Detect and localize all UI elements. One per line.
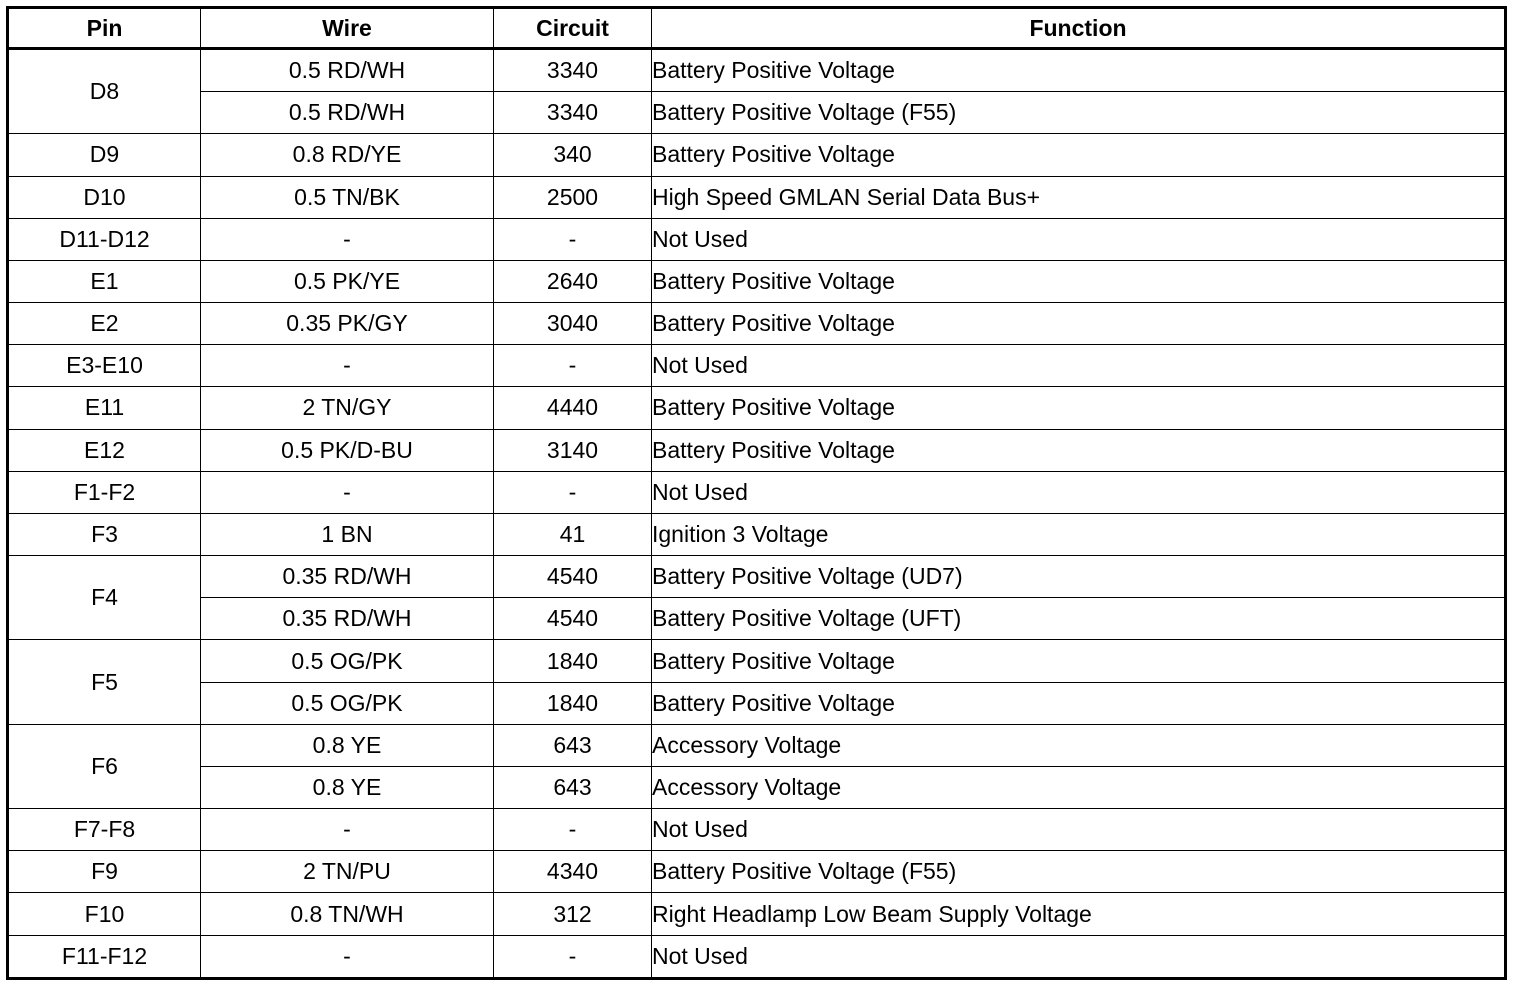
table-row xyxy=(8,429,1506,471)
function-column-header: Function xyxy=(652,8,1506,49)
circuit-cell: - xyxy=(494,809,652,851)
function-cell: Battery Positive Voltage xyxy=(652,640,1506,682)
pin-cell: E11 xyxy=(8,387,201,429)
function-cell: Battery Positive Voltage (F55) xyxy=(652,851,1506,893)
wire-cell: 0.5 PK/D-BU xyxy=(201,429,494,471)
function-cell: Right Headlamp Low Beam Supply Voltage xyxy=(652,893,1506,935)
circuit-cell: - xyxy=(494,345,652,387)
circuit-cell: 2640 xyxy=(494,260,652,302)
pin-cell: F9 xyxy=(8,851,201,893)
pin-cell: F1-F2 xyxy=(8,471,201,513)
table-row xyxy=(8,766,1506,808)
circuit-cell: 4340 xyxy=(494,851,652,893)
pin-cell: F10 xyxy=(8,893,201,935)
table-row xyxy=(8,176,1506,218)
wire-cell: 1 BN xyxy=(201,513,494,555)
table-row xyxy=(8,92,1506,134)
function-cell: Not Used xyxy=(652,935,1506,978)
table-row xyxy=(8,471,1506,513)
pin-cell: F7-F8 xyxy=(8,809,201,851)
function-cell: Not Used xyxy=(652,345,1506,387)
function-cell: Battery Positive Voltage (UD7) xyxy=(652,556,1506,598)
table-row xyxy=(8,513,1506,555)
wire-cell: - xyxy=(201,218,494,260)
table-row xyxy=(8,387,1506,429)
circuit-cell: - xyxy=(494,935,652,978)
table-row xyxy=(8,851,1506,893)
table-row xyxy=(8,809,1506,851)
circuit-cell: 3140 xyxy=(494,429,652,471)
pin-cell: F6 xyxy=(8,724,201,808)
wire-cell: 0.5 RD/WH xyxy=(201,92,494,134)
pin-cell: F11-F12 xyxy=(8,935,201,978)
circuit-cell: 4540 xyxy=(494,598,652,640)
table-row xyxy=(8,556,1506,598)
circuit-cell: 4440 xyxy=(494,387,652,429)
table-row xyxy=(8,345,1506,387)
connector-pinout-table xyxy=(6,6,1507,980)
wire-cell: 0.5 OG/PK xyxy=(201,682,494,724)
wire-cell: 0.8 YE xyxy=(201,766,494,808)
wire-cell: 0.8 YE xyxy=(201,724,494,766)
table-row xyxy=(8,303,1506,345)
function-cell: Battery Positive Voltage xyxy=(652,134,1506,176)
wire-cell: 2 TN/GY xyxy=(201,387,494,429)
function-cell: Accessory Voltage xyxy=(652,724,1506,766)
table-body xyxy=(8,49,1506,979)
circuit-cell: 3340 xyxy=(494,92,652,134)
function-cell: Not Used xyxy=(652,809,1506,851)
header-row xyxy=(8,8,1506,49)
function-cell: Battery Positive Voltage xyxy=(652,303,1506,345)
table-row xyxy=(8,724,1506,766)
table-row xyxy=(8,935,1506,978)
table-row xyxy=(8,49,1506,92)
wire-cell: - xyxy=(201,471,494,513)
table-row xyxy=(8,682,1506,724)
wire-cell: 0.5 RD/WH xyxy=(201,49,494,92)
wire-cell: 0.35 RD/WH xyxy=(201,598,494,640)
wire-cell: - xyxy=(201,809,494,851)
pin-cell: E12 xyxy=(8,429,201,471)
pin-cell: E1 xyxy=(8,260,201,302)
wire-cell: 0.5 OG/PK xyxy=(201,640,494,682)
circuit-cell: 2500 xyxy=(494,176,652,218)
pin-cell: E2 xyxy=(8,303,201,345)
circuit-cell: 1840 xyxy=(494,640,652,682)
pin-cell: D10 xyxy=(8,176,201,218)
wire-cell: 0.35 PK/GY xyxy=(201,303,494,345)
wire-cell: 0.5 TN/BK xyxy=(201,176,494,218)
function-cell: Battery Positive Voltage xyxy=(652,387,1506,429)
function-cell: High Speed GMLAN Serial Data Bus+ xyxy=(652,176,1506,218)
pin-cell: D11-D12 xyxy=(8,218,201,260)
function-cell: Battery Positive Voltage xyxy=(652,682,1506,724)
pin-cell: D8 xyxy=(8,49,201,134)
wire-cell: 0.35 RD/WH xyxy=(201,556,494,598)
circuit-cell: - xyxy=(494,218,652,260)
circuit-cell: 643 xyxy=(494,724,652,766)
circuit-cell: 1840 xyxy=(494,682,652,724)
function-cell: Ignition 3 Voltage xyxy=(652,513,1506,555)
table-row xyxy=(8,640,1506,682)
pin-column-header: Pin xyxy=(8,8,201,49)
pin-cell: F3 xyxy=(8,513,201,555)
wire-cell: 0.8 RD/YE xyxy=(201,134,494,176)
circuit-cell: - xyxy=(494,471,652,513)
wire-cell: - xyxy=(201,345,494,387)
wire-cell: - xyxy=(201,935,494,978)
function-cell: Battery Positive Voltage (UFT) xyxy=(652,598,1506,640)
pin-cell: E3-E10 xyxy=(8,345,201,387)
circuit-cell: 312 xyxy=(494,893,652,935)
table-row xyxy=(8,134,1506,176)
pin-cell: F4 xyxy=(8,556,201,640)
table-row xyxy=(8,598,1506,640)
circuit-cell: 3340 xyxy=(494,49,652,92)
wire-cell: 0.5 PK/YE xyxy=(201,260,494,302)
circuit-cell: 41 xyxy=(494,513,652,555)
function-cell: Battery Positive Voltage xyxy=(652,49,1506,92)
circuit-cell: 4540 xyxy=(494,556,652,598)
wire-cell: 0.8 TN/WH xyxy=(201,893,494,935)
circuit-cell: 3040 xyxy=(494,303,652,345)
table-row xyxy=(8,218,1506,260)
circuit-cell: 643 xyxy=(494,766,652,808)
function-cell: Battery Positive Voltage xyxy=(652,260,1506,302)
function-cell: Not Used xyxy=(652,218,1506,260)
pin-cell: D9 xyxy=(8,134,201,176)
table-row xyxy=(8,893,1506,935)
table-row xyxy=(8,260,1506,302)
wire-column-header: Wire xyxy=(201,8,494,49)
function-cell: Not Used xyxy=(652,471,1506,513)
pin-cell: F5 xyxy=(8,640,201,724)
function-cell: Battery Positive Voltage (F55) xyxy=(652,92,1506,134)
function-cell: Accessory Voltage xyxy=(652,766,1506,808)
circuit-column-header: Circuit xyxy=(494,8,652,49)
function-cell: Battery Positive Voltage xyxy=(652,429,1506,471)
wire-cell: 2 TN/PU xyxy=(201,851,494,893)
circuit-cell: 340 xyxy=(494,134,652,176)
